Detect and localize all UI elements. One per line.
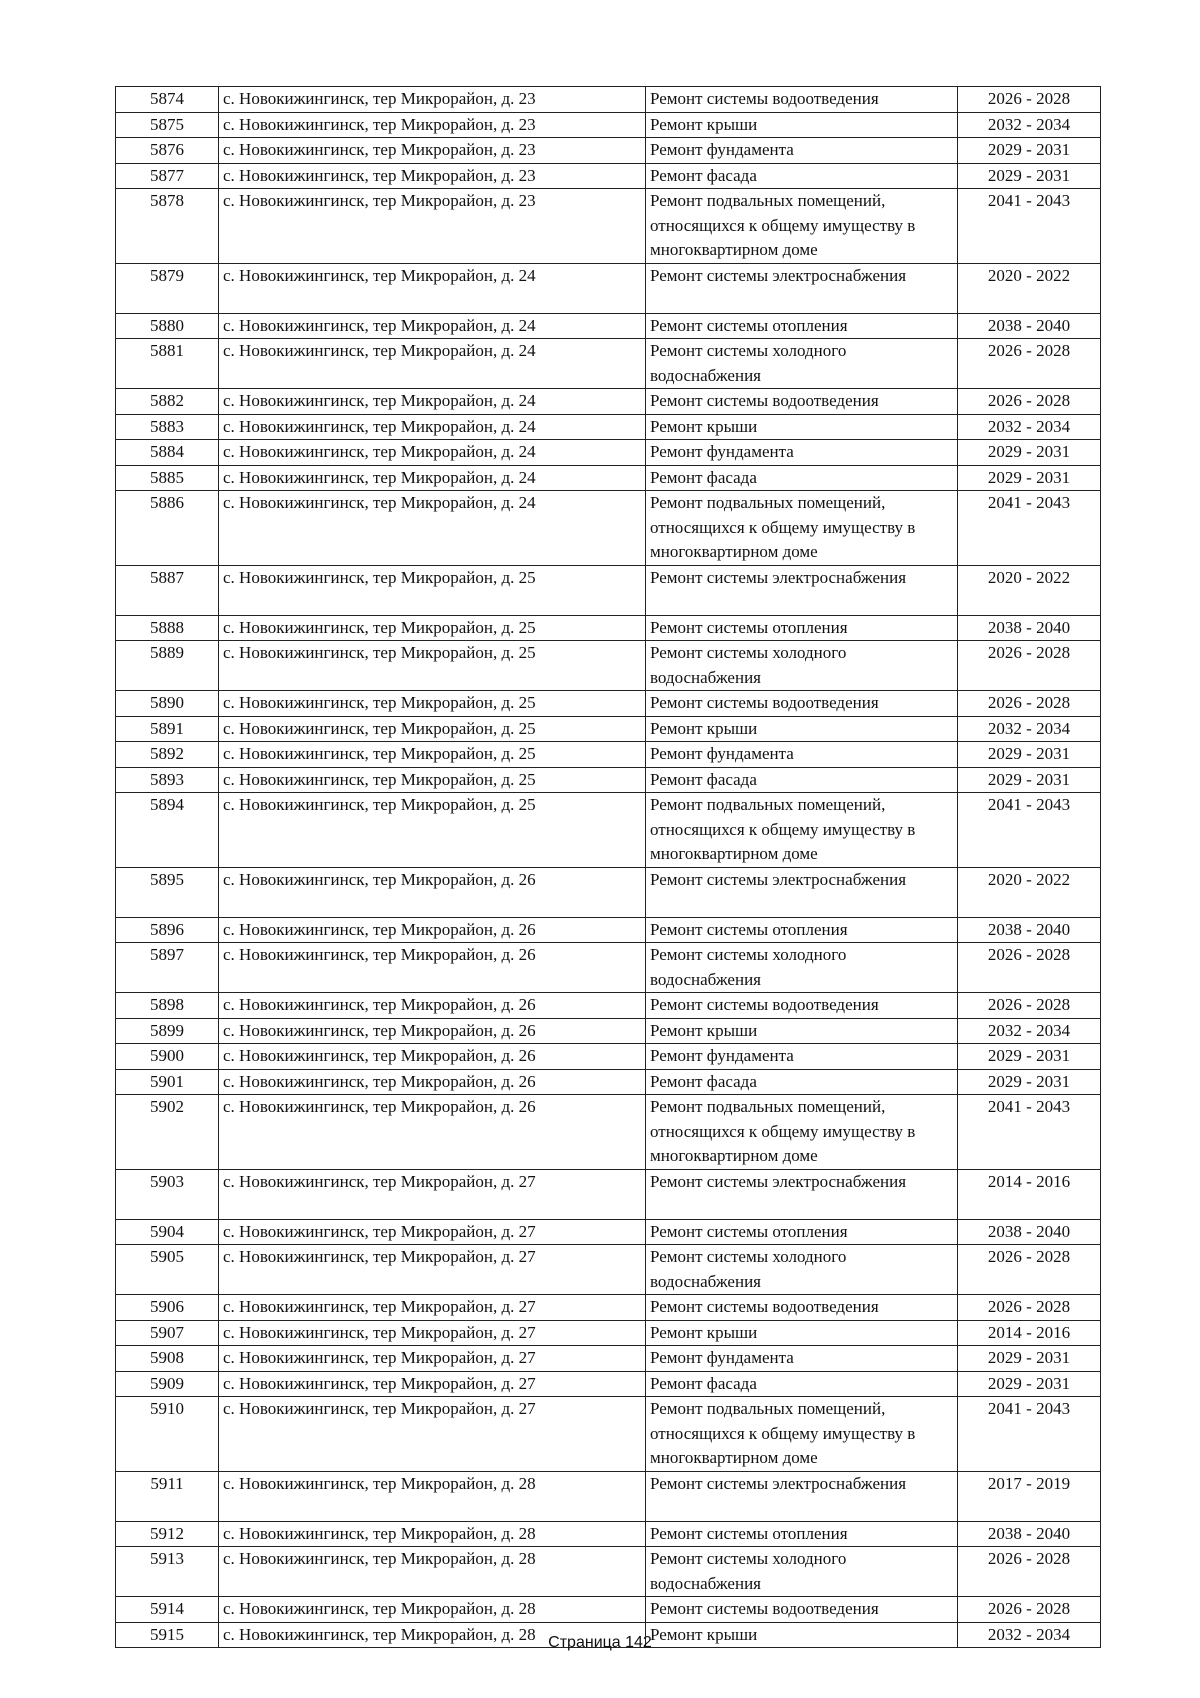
work-type-cell: Ремонт системы электроснабжения bbox=[646, 1169, 958, 1219]
work-type-cell: Ремонт фундамента bbox=[646, 440, 958, 466]
table-row bbox=[116, 716, 1101, 742]
period-cell: 2038 - 2040 bbox=[958, 313, 1101, 339]
period-cell: 2029 - 2031 bbox=[958, 1371, 1101, 1397]
period-cell: 2029 - 2031 bbox=[958, 1069, 1101, 1095]
address-cell: с. Новокижингинск, тер Микрорайон, д. 24 bbox=[219, 414, 646, 440]
row-number-cell: 5890 bbox=[116, 691, 219, 717]
table-row bbox=[116, 867, 1101, 917]
table-row bbox=[116, 1597, 1101, 1623]
row-number-cell: 5909 bbox=[116, 1371, 219, 1397]
address-cell: с. Новокижингинск, тер Микрорайон, д. 26 bbox=[219, 943, 646, 993]
work-type-cell: Ремонт подвальных помещений, относящихся к общему имуществу в многоквартирном доме bbox=[646, 1095, 958, 1170]
work-type-cell: Ремонт фундамента bbox=[646, 1346, 958, 1372]
row-number-cell: 5875 bbox=[116, 112, 219, 138]
row-number-cell: 5881 bbox=[116, 339, 219, 389]
address-cell: с. Новокижингинск, тер Микрорайон, д. 27 bbox=[219, 1397, 646, 1472]
period-cell: 2029 - 2031 bbox=[958, 742, 1101, 768]
row-number-cell: 5884 bbox=[116, 440, 219, 466]
row-number-cell: 5904 bbox=[116, 1219, 219, 1245]
address-cell: с. Новокижингинск, тер Микрорайон, д. 28 bbox=[219, 1547, 646, 1597]
table-row bbox=[116, 163, 1101, 189]
work-type-cell: Ремонт фундамента bbox=[646, 1044, 958, 1070]
row-number-cell: 5901 bbox=[116, 1069, 219, 1095]
table-row bbox=[116, 1371, 1101, 1397]
row-number-cell: 5906 bbox=[116, 1295, 219, 1321]
table-row bbox=[116, 1095, 1101, 1170]
period-cell: 2014 - 2016 bbox=[958, 1169, 1101, 1219]
work-type-cell: Ремонт системы водоотведения bbox=[646, 691, 958, 717]
table-row bbox=[116, 440, 1101, 466]
address-cell: с. Новокижингинск, тер Микрорайон, д. 28 bbox=[219, 1597, 646, 1623]
repair-schedule-table bbox=[115, 86, 1101, 1648]
row-number-cell: 5896 bbox=[116, 917, 219, 943]
period-cell: 2014 - 2016 bbox=[958, 1320, 1101, 1346]
address-cell: с. Новокижингинск, тер Микрорайон, д. 26 bbox=[219, 917, 646, 943]
row-number-cell: 5893 bbox=[116, 767, 219, 793]
table-row bbox=[116, 691, 1101, 717]
table-row bbox=[116, 943, 1101, 993]
work-type-cell: Ремонт фасада bbox=[646, 1371, 958, 1397]
row-number-cell: 5898 bbox=[116, 993, 219, 1019]
address-cell: с. Новокижингинск, тер Микрорайон, д. 23 bbox=[219, 138, 646, 164]
work-type-cell: Ремонт фасада bbox=[646, 465, 958, 491]
work-type-cell: Ремонт системы водоотведения bbox=[646, 993, 958, 1019]
table-row bbox=[116, 993, 1101, 1019]
row-number-cell: 5883 bbox=[116, 414, 219, 440]
address-cell: с. Новокижингинск, тер Микрорайон, д. 25 bbox=[219, 742, 646, 768]
work-type-cell: Ремонт крыши bbox=[646, 1622, 958, 1648]
table-row bbox=[116, 1219, 1101, 1245]
table-row bbox=[116, 641, 1101, 691]
address-cell: с. Новокижингинск, тер Микрорайон, д. 25 bbox=[219, 691, 646, 717]
address-cell: с. Новокижингинск, тер Микрорайон, д. 26 bbox=[219, 867, 646, 917]
row-number-cell: 5914 bbox=[116, 1597, 219, 1623]
row-number-cell: 5908 bbox=[116, 1346, 219, 1372]
address-cell: с. Новокижингинск, тер Микрорайон, д. 24 bbox=[219, 491, 646, 566]
period-cell: 2020 - 2022 bbox=[958, 263, 1101, 313]
table-row bbox=[116, 917, 1101, 943]
work-type-cell: Ремонт системы холодного водоснабжения bbox=[646, 339, 958, 389]
table-row bbox=[116, 742, 1101, 768]
table-row bbox=[116, 339, 1101, 389]
period-cell: 2029 - 2031 bbox=[958, 1044, 1101, 1070]
period-cell: 2026 - 2028 bbox=[958, 943, 1101, 993]
work-type-cell: Ремонт системы отопления bbox=[646, 615, 958, 641]
row-number-cell: 5905 bbox=[116, 1245, 219, 1295]
period-cell: 2026 - 2028 bbox=[958, 993, 1101, 1019]
period-cell: 2026 - 2028 bbox=[958, 1597, 1101, 1623]
table-row bbox=[116, 465, 1101, 491]
address-cell: с. Новокижингинск, тер Микрорайон, д. 25 bbox=[219, 716, 646, 742]
address-cell: с. Новокижингинск, тер Микрорайон, д. 25 bbox=[219, 793, 646, 868]
work-type-cell: Ремонт крыши bbox=[646, 716, 958, 742]
work-type-cell: Ремонт системы отопления bbox=[646, 313, 958, 339]
address-cell: с. Новокижингинск, тер Микрорайон, д. 23 bbox=[219, 112, 646, 138]
work-type-cell: Ремонт системы водоотведения bbox=[646, 1597, 958, 1623]
address-cell: с. Новокижингинск, тер Микрорайон, д. 26 bbox=[219, 1044, 646, 1070]
period-cell: 2026 - 2028 bbox=[958, 1245, 1101, 1295]
work-type-cell: Ремонт подвальных помещений, относящихся к общему имуществу в многоквартирном доме bbox=[646, 189, 958, 264]
work-type-cell: Ремонт крыши bbox=[646, 112, 958, 138]
row-number-cell: 5911 bbox=[116, 1471, 219, 1521]
period-cell: 2026 - 2028 bbox=[958, 389, 1101, 415]
row-number-cell: 5902 bbox=[116, 1095, 219, 1170]
period-cell: 2032 - 2034 bbox=[958, 716, 1101, 742]
period-cell: 2026 - 2028 bbox=[958, 1547, 1101, 1597]
period-cell: 2032 - 2034 bbox=[958, 414, 1101, 440]
work-type-cell: Ремонт фасада bbox=[646, 767, 958, 793]
period-cell: 2026 - 2028 bbox=[958, 641, 1101, 691]
work-type-cell: Ремонт системы водоотведения bbox=[646, 87, 958, 113]
row-number-cell: 5903 bbox=[116, 1169, 219, 1219]
period-cell: 2020 - 2022 bbox=[958, 867, 1101, 917]
page-number: Страница 142 bbox=[548, 1634, 652, 1651]
address-cell: с. Новокижингинск, тер Микрорайон, д. 27 bbox=[219, 1219, 646, 1245]
row-number-cell: 5874 bbox=[116, 87, 219, 113]
row-number-cell: 5915 bbox=[116, 1622, 219, 1648]
period-cell: 2026 - 2028 bbox=[958, 691, 1101, 717]
address-cell: с. Новокижингинск, тер Микрорайон, д. 24 bbox=[219, 339, 646, 389]
work-type-cell: Ремонт системы отопления bbox=[646, 917, 958, 943]
table-row bbox=[116, 1346, 1101, 1372]
period-cell: 2038 - 2040 bbox=[958, 615, 1101, 641]
address-cell: с. Новокижингинск, тер Микрорайон, д. 27 bbox=[219, 1371, 646, 1397]
work-type-cell: Ремонт системы отопления bbox=[646, 1219, 958, 1245]
table-row bbox=[116, 491, 1101, 566]
row-number-cell: 5897 bbox=[116, 943, 219, 993]
table-row bbox=[116, 1397, 1101, 1472]
period-cell: 2026 - 2028 bbox=[958, 1295, 1101, 1321]
period-cell: 2041 - 2043 bbox=[958, 491, 1101, 566]
table-row bbox=[116, 1547, 1101, 1597]
period-cell: 2026 - 2028 bbox=[958, 339, 1101, 389]
row-number-cell: 5912 bbox=[116, 1521, 219, 1547]
row-number-cell: 5879 bbox=[116, 263, 219, 313]
table-row bbox=[116, 1521, 1101, 1547]
period-cell: 2029 - 2031 bbox=[958, 440, 1101, 466]
address-cell: с. Новокижингинск, тер Микрорайон, д. 24 bbox=[219, 465, 646, 491]
period-cell: 2029 - 2031 bbox=[958, 767, 1101, 793]
row-number-cell: 5892 bbox=[116, 742, 219, 768]
work-type-cell: Ремонт подвальных помещений, относящихся к общему имуществу в многоквартирном доме bbox=[646, 1397, 958, 1472]
address-cell: с. Новокижингинск, тер Микрорайон, д. 28 bbox=[219, 1521, 646, 1547]
address-cell: с. Новокижингинск, тер Микрорайон, д. 25 bbox=[219, 641, 646, 691]
work-type-cell: Ремонт крыши bbox=[646, 414, 958, 440]
period-cell: 2029 - 2031 bbox=[958, 138, 1101, 164]
work-type-cell: Ремонт системы отопления bbox=[646, 1521, 958, 1547]
address-cell: с. Новокижингинск, тер Микрорайон, д. 25 bbox=[219, 615, 646, 641]
row-number-cell: 5887 bbox=[116, 565, 219, 615]
table-row bbox=[116, 87, 1101, 113]
address-cell: с. Новокижингинск, тер Микрорайон, д. 26 bbox=[219, 1069, 646, 1095]
address-cell: с. Новокижингинск, тер Микрорайон, д. 24 bbox=[219, 440, 646, 466]
work-type-cell: Ремонт системы холодного водоснабжения bbox=[646, 1547, 958, 1597]
row-number-cell: 5878 bbox=[116, 189, 219, 264]
work-type-cell: Ремонт фасада bbox=[646, 1069, 958, 1095]
row-number-cell: 5907 bbox=[116, 1320, 219, 1346]
address-cell: с. Новокижингинск, тер Микрорайон, д. 24 bbox=[219, 313, 646, 339]
period-cell: 2041 - 2043 bbox=[958, 793, 1101, 868]
table-row bbox=[116, 1044, 1101, 1070]
work-type-cell: Ремонт системы электроснабжения bbox=[646, 867, 958, 917]
table-row bbox=[116, 263, 1101, 313]
address-cell: с. Новокижингинск, тер Микрорайон, д. 24 bbox=[219, 263, 646, 313]
address-cell: с. Новокижингинск, тер Микрорайон, д. 27 bbox=[219, 1295, 646, 1321]
row-number-cell: 5889 bbox=[116, 641, 219, 691]
period-cell: 2020 - 2022 bbox=[958, 565, 1101, 615]
period-cell: 2029 - 2031 bbox=[958, 163, 1101, 189]
period-cell: 2038 - 2040 bbox=[958, 1219, 1101, 1245]
address-cell: с. Новокижингинск, тер Микрорайон, д. 26 bbox=[219, 1095, 646, 1170]
row-number-cell: 5885 bbox=[116, 465, 219, 491]
work-type-cell: Ремонт системы электроснабжения bbox=[646, 565, 958, 615]
address-cell: с. Новокижингинск, тер Микрорайон, д. 23 bbox=[219, 163, 646, 189]
row-number-cell: 5877 bbox=[116, 163, 219, 189]
work-type-cell: Ремонт системы холодного водоснабжения bbox=[646, 1245, 958, 1295]
table-row bbox=[116, 1069, 1101, 1095]
address-cell: с. Новокижингинск, тер Микрорайон, д. 23 bbox=[219, 189, 646, 264]
address-cell: с. Новокижингинск, тер Микрорайон, д. 23 bbox=[219, 87, 646, 113]
address-cell: с. Новокижингинск, тер Микрорайон, д. 27 bbox=[219, 1245, 646, 1295]
table-row bbox=[116, 389, 1101, 415]
row-number-cell: 5913 bbox=[116, 1547, 219, 1597]
table-row bbox=[116, 1245, 1101, 1295]
work-type-cell: Ремонт подвальных помещений, относящихся к общему имуществу в многоквартирном доме bbox=[646, 491, 958, 566]
work-type-cell: Ремонт системы водоотведения bbox=[646, 389, 958, 415]
period-cell: 2029 - 2031 bbox=[958, 1346, 1101, 1372]
period-cell: 2038 - 2040 bbox=[958, 917, 1101, 943]
work-type-cell: Ремонт фундамента bbox=[646, 742, 958, 768]
period-cell: 2032 - 2034 bbox=[958, 1018, 1101, 1044]
table-row bbox=[116, 414, 1101, 440]
period-cell: 2041 - 2043 bbox=[958, 1095, 1101, 1170]
work-type-cell: Ремонт подвальных помещений, относящихся к общему имуществу в многоквартирном доме bbox=[646, 793, 958, 868]
work-type-cell: Ремонт крыши bbox=[646, 1320, 958, 1346]
table-row bbox=[116, 112, 1101, 138]
table-row bbox=[116, 1471, 1101, 1521]
table-row bbox=[116, 313, 1101, 339]
table-row bbox=[116, 793, 1101, 868]
address-cell: с. Новокижингинск, тер Микрорайон, д. 26 bbox=[219, 993, 646, 1019]
address-cell: с. Новокижингинск, тер Микрорайон, д. 27 bbox=[219, 1169, 646, 1219]
work-type-cell: Ремонт системы электроснабжения bbox=[646, 1471, 958, 1521]
row-number-cell: 5880 bbox=[116, 313, 219, 339]
address-cell: с. Новокижингинск, тер Микрорайон, д. 26 bbox=[219, 1018, 646, 1044]
period-cell: 2026 - 2028 bbox=[958, 87, 1101, 113]
table-row bbox=[116, 189, 1101, 264]
table-row bbox=[116, 1295, 1101, 1321]
period-cell: 2029 - 2031 bbox=[958, 465, 1101, 491]
period-cell: 2041 - 2043 bbox=[958, 189, 1101, 264]
address-cell: с. Новокижингинск, тер Микрорайон, д. 28 bbox=[219, 1471, 646, 1521]
row-number-cell: 5888 bbox=[116, 615, 219, 641]
address-cell: с. Новокижингинск, тер Микрорайон, д. 25 bbox=[219, 767, 646, 793]
table-row bbox=[116, 615, 1101, 641]
row-number-cell: 5886 bbox=[116, 491, 219, 566]
period-cell: 2041 - 2043 bbox=[958, 1397, 1101, 1472]
row-number-cell: 5894 bbox=[116, 793, 219, 868]
row-number-cell: 5900 bbox=[116, 1044, 219, 1070]
row-number-cell: 5882 bbox=[116, 389, 219, 415]
work-type-cell: Ремонт системы холодного водоснабжения bbox=[646, 641, 958, 691]
address-cell: с. Новокижингинск, тер Микрорайон, д. 27 bbox=[219, 1346, 646, 1372]
table-row bbox=[116, 1320, 1101, 1346]
work-type-cell: Ремонт крыши bbox=[646, 1018, 958, 1044]
table-row bbox=[116, 1169, 1101, 1219]
table-body bbox=[116, 87, 1101, 1648]
work-type-cell: Ремонт фасада bbox=[646, 163, 958, 189]
row-number-cell: 5876 bbox=[116, 138, 219, 164]
address-cell: с. Новокижингинск, тер Микрорайон, д. 28 bbox=[219, 1622, 646, 1648]
address-cell: с. Новокижингинск, тер Микрорайон, д. 24 bbox=[219, 389, 646, 415]
row-number-cell: 5895 bbox=[116, 867, 219, 917]
row-number-cell: 5910 bbox=[116, 1397, 219, 1472]
work-type-cell: Ремонт системы электроснабжения bbox=[646, 263, 958, 313]
address-cell: с. Новокижингинск, тер Микрорайон, д. 25 bbox=[219, 565, 646, 615]
table-row bbox=[116, 138, 1101, 164]
period-cell: 2017 - 2019 bbox=[958, 1471, 1101, 1521]
row-number-cell: 5899 bbox=[116, 1018, 219, 1044]
row-number-cell: 5891 bbox=[116, 716, 219, 742]
address-cell: с. Новокижингинск, тер Микрорайон, д. 27 bbox=[219, 1320, 646, 1346]
period-cell: 2032 - 2034 bbox=[958, 112, 1101, 138]
work-type-cell: Ремонт фундамента bbox=[646, 138, 958, 164]
table-row bbox=[116, 565, 1101, 615]
work-type-cell: Ремонт системы холодного водоснабжения bbox=[646, 943, 958, 993]
table-row bbox=[116, 767, 1101, 793]
period-cell: 2032 - 2034 bbox=[958, 1622, 1101, 1648]
period-cell: 2038 - 2040 bbox=[958, 1521, 1101, 1547]
table-row bbox=[116, 1018, 1101, 1044]
work-type-cell: Ремонт системы водоотведения bbox=[646, 1295, 958, 1321]
